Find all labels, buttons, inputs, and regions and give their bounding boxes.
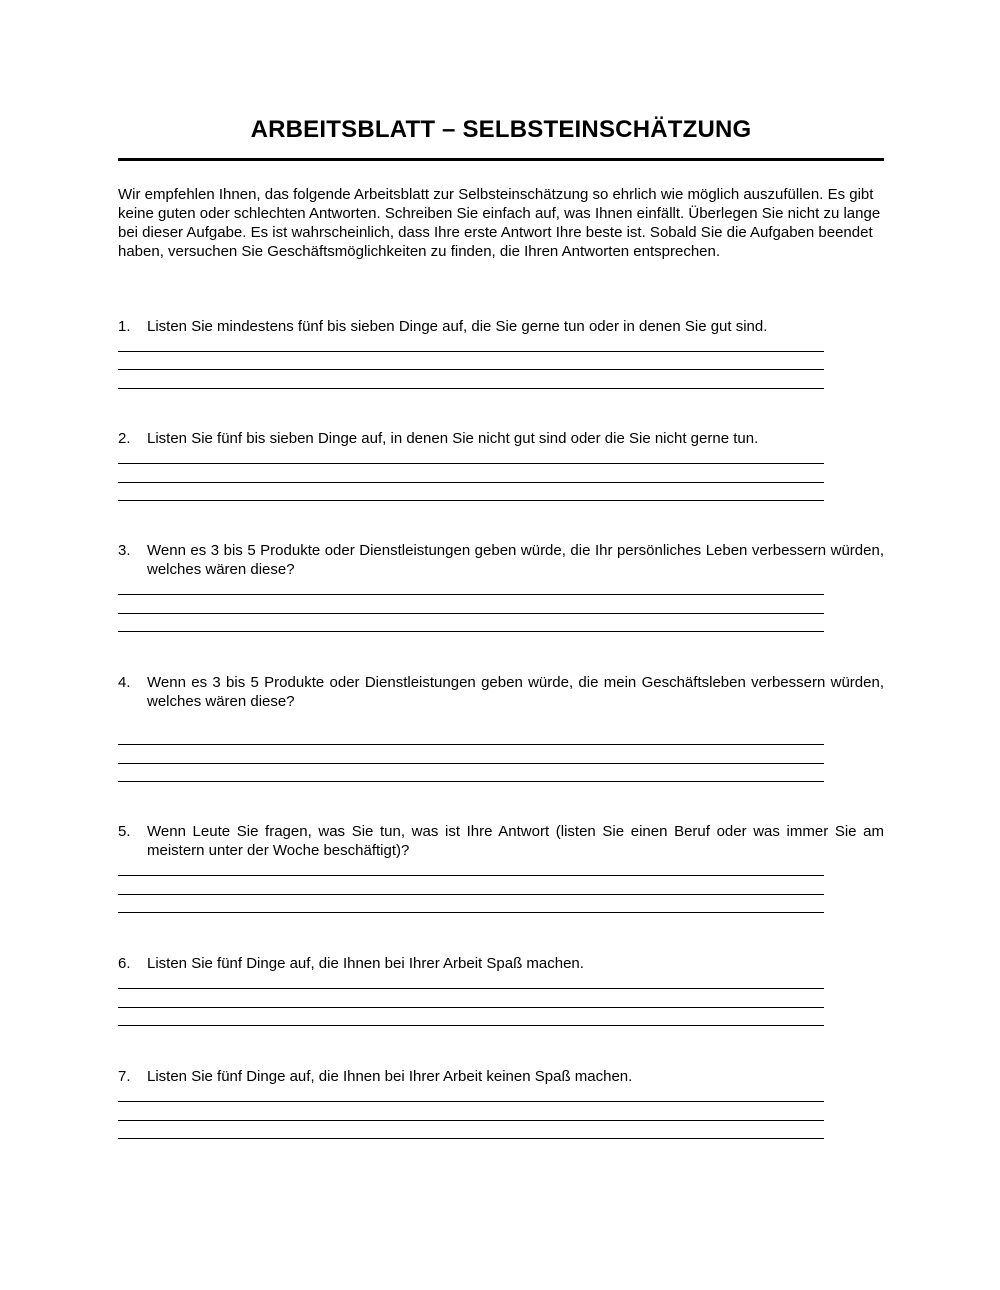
question-5 (118, 822, 884, 860)
answer-line[interactable] (118, 500, 824, 501)
answer-line[interactable] (118, 875, 824, 876)
question-label: Wenn Leute Sie fragen, was Sie tun, was ist Ihre Antwort (listen Sie einen Beruf oder was immer Sie am meistern unter der Woche beschäftigt)? (147, 823, 884, 859)
question-text (118, 822, 884, 860)
question-3 (118, 541, 884, 579)
question-6 (118, 954, 884, 973)
question-text (118, 954, 884, 973)
answer-line[interactable] (118, 781, 824, 782)
intro-paragraph: Wir empfehlen Ihnen, das folgende Arbeitsblatt zur Selbsteinschätzung so ehrlich wie möglich auszufüllen. Es gibt keine guten oder schlechten Antworten. Schreiben Sie einfach auf, was Ihnen einfällt. Überlegen Sie nicht zu lange bei dieser Aufgabe. Es ist wahrscheinlich, dass Ihre erste Antwort Ihre beste ist. Sobald Sie die Aufgaben beendet haben, versuchen Sie Geschäftsmöglichkeiten zu finden, die Ihren Antworten entsprechen. (118, 186, 881, 260)
question-text (118, 429, 884, 448)
answer-line[interactable] (118, 744, 824, 745)
question-label: Wenn es 3 bis 5 Produkte oder Dienstleistungen geben würde, die mein Geschäftsleben verbessern würden, welches wären diese? (147, 674, 884, 710)
answer-line[interactable] (118, 894, 824, 895)
page-title: ARBEITSBLATT – SELBSTEINSCHÄTZUNG (250, 116, 752, 143)
question-label: Wenn es 3 bis 5 Produkte oder Dienstleistungen geben würde, die Ihr persönliches Leben verbessern würden, welches wären diese? (147, 542, 884, 578)
question-label: Listen Sie fünf Dinge auf, die Ihnen bei Ihrer Arbeit Spaß machen. (147, 955, 584, 972)
answer-line[interactable] (118, 613, 824, 614)
answer-line[interactable] (118, 763, 824, 764)
answer-line[interactable] (118, 1025, 824, 1026)
answer-line[interactable] (118, 463, 824, 464)
question-label: Listen Sie fünf Dinge auf, die Ihnen bei Ihrer Arbeit keinen Spaß machen. (147, 1068, 633, 1085)
question-number: 4. (118, 674, 131, 691)
answer-line[interactable] (118, 351, 824, 352)
answer-line[interactable] (118, 912, 824, 913)
question-label: Listen Sie fünf bis sieben Dinge auf, in denen Sie nicht gut sind oder die Sie nicht gerne tun. (147, 430, 759, 447)
answer-line[interactable] (118, 1138, 824, 1139)
question-label: Listen Sie mindestens fünf bis sieben Dinge auf, die Sie gerne tun oder in denen Sie gut sind. (147, 318, 768, 335)
question-1 (118, 317, 884, 336)
question-2 (118, 429, 884, 448)
question-number: 5. (118, 823, 131, 840)
answer-line[interactable] (118, 631, 824, 632)
question-number: 3. (118, 542, 131, 559)
question-text (118, 541, 884, 579)
answer-line[interactable] (118, 1120, 824, 1121)
answer-line[interactable] (118, 1101, 824, 1102)
question-text (118, 1067, 884, 1086)
answer-line[interactable] (118, 388, 824, 389)
question-number: 7. (118, 1068, 131, 1085)
question-7 (118, 1067, 884, 1086)
answer-line[interactable] (118, 482, 824, 483)
answer-line[interactable] (118, 594, 824, 595)
question-4 (118, 673, 884, 711)
answer-line[interactable] (118, 1007, 824, 1008)
question-text (118, 673, 884, 711)
question-number: 6. (118, 955, 131, 972)
question-number: 2. (118, 430, 131, 447)
answer-line[interactable] (118, 988, 824, 989)
title-divider (118, 158, 884, 161)
question-number: 1. (118, 318, 131, 335)
question-text (118, 317, 884, 336)
answer-line[interactable] (118, 369, 824, 370)
